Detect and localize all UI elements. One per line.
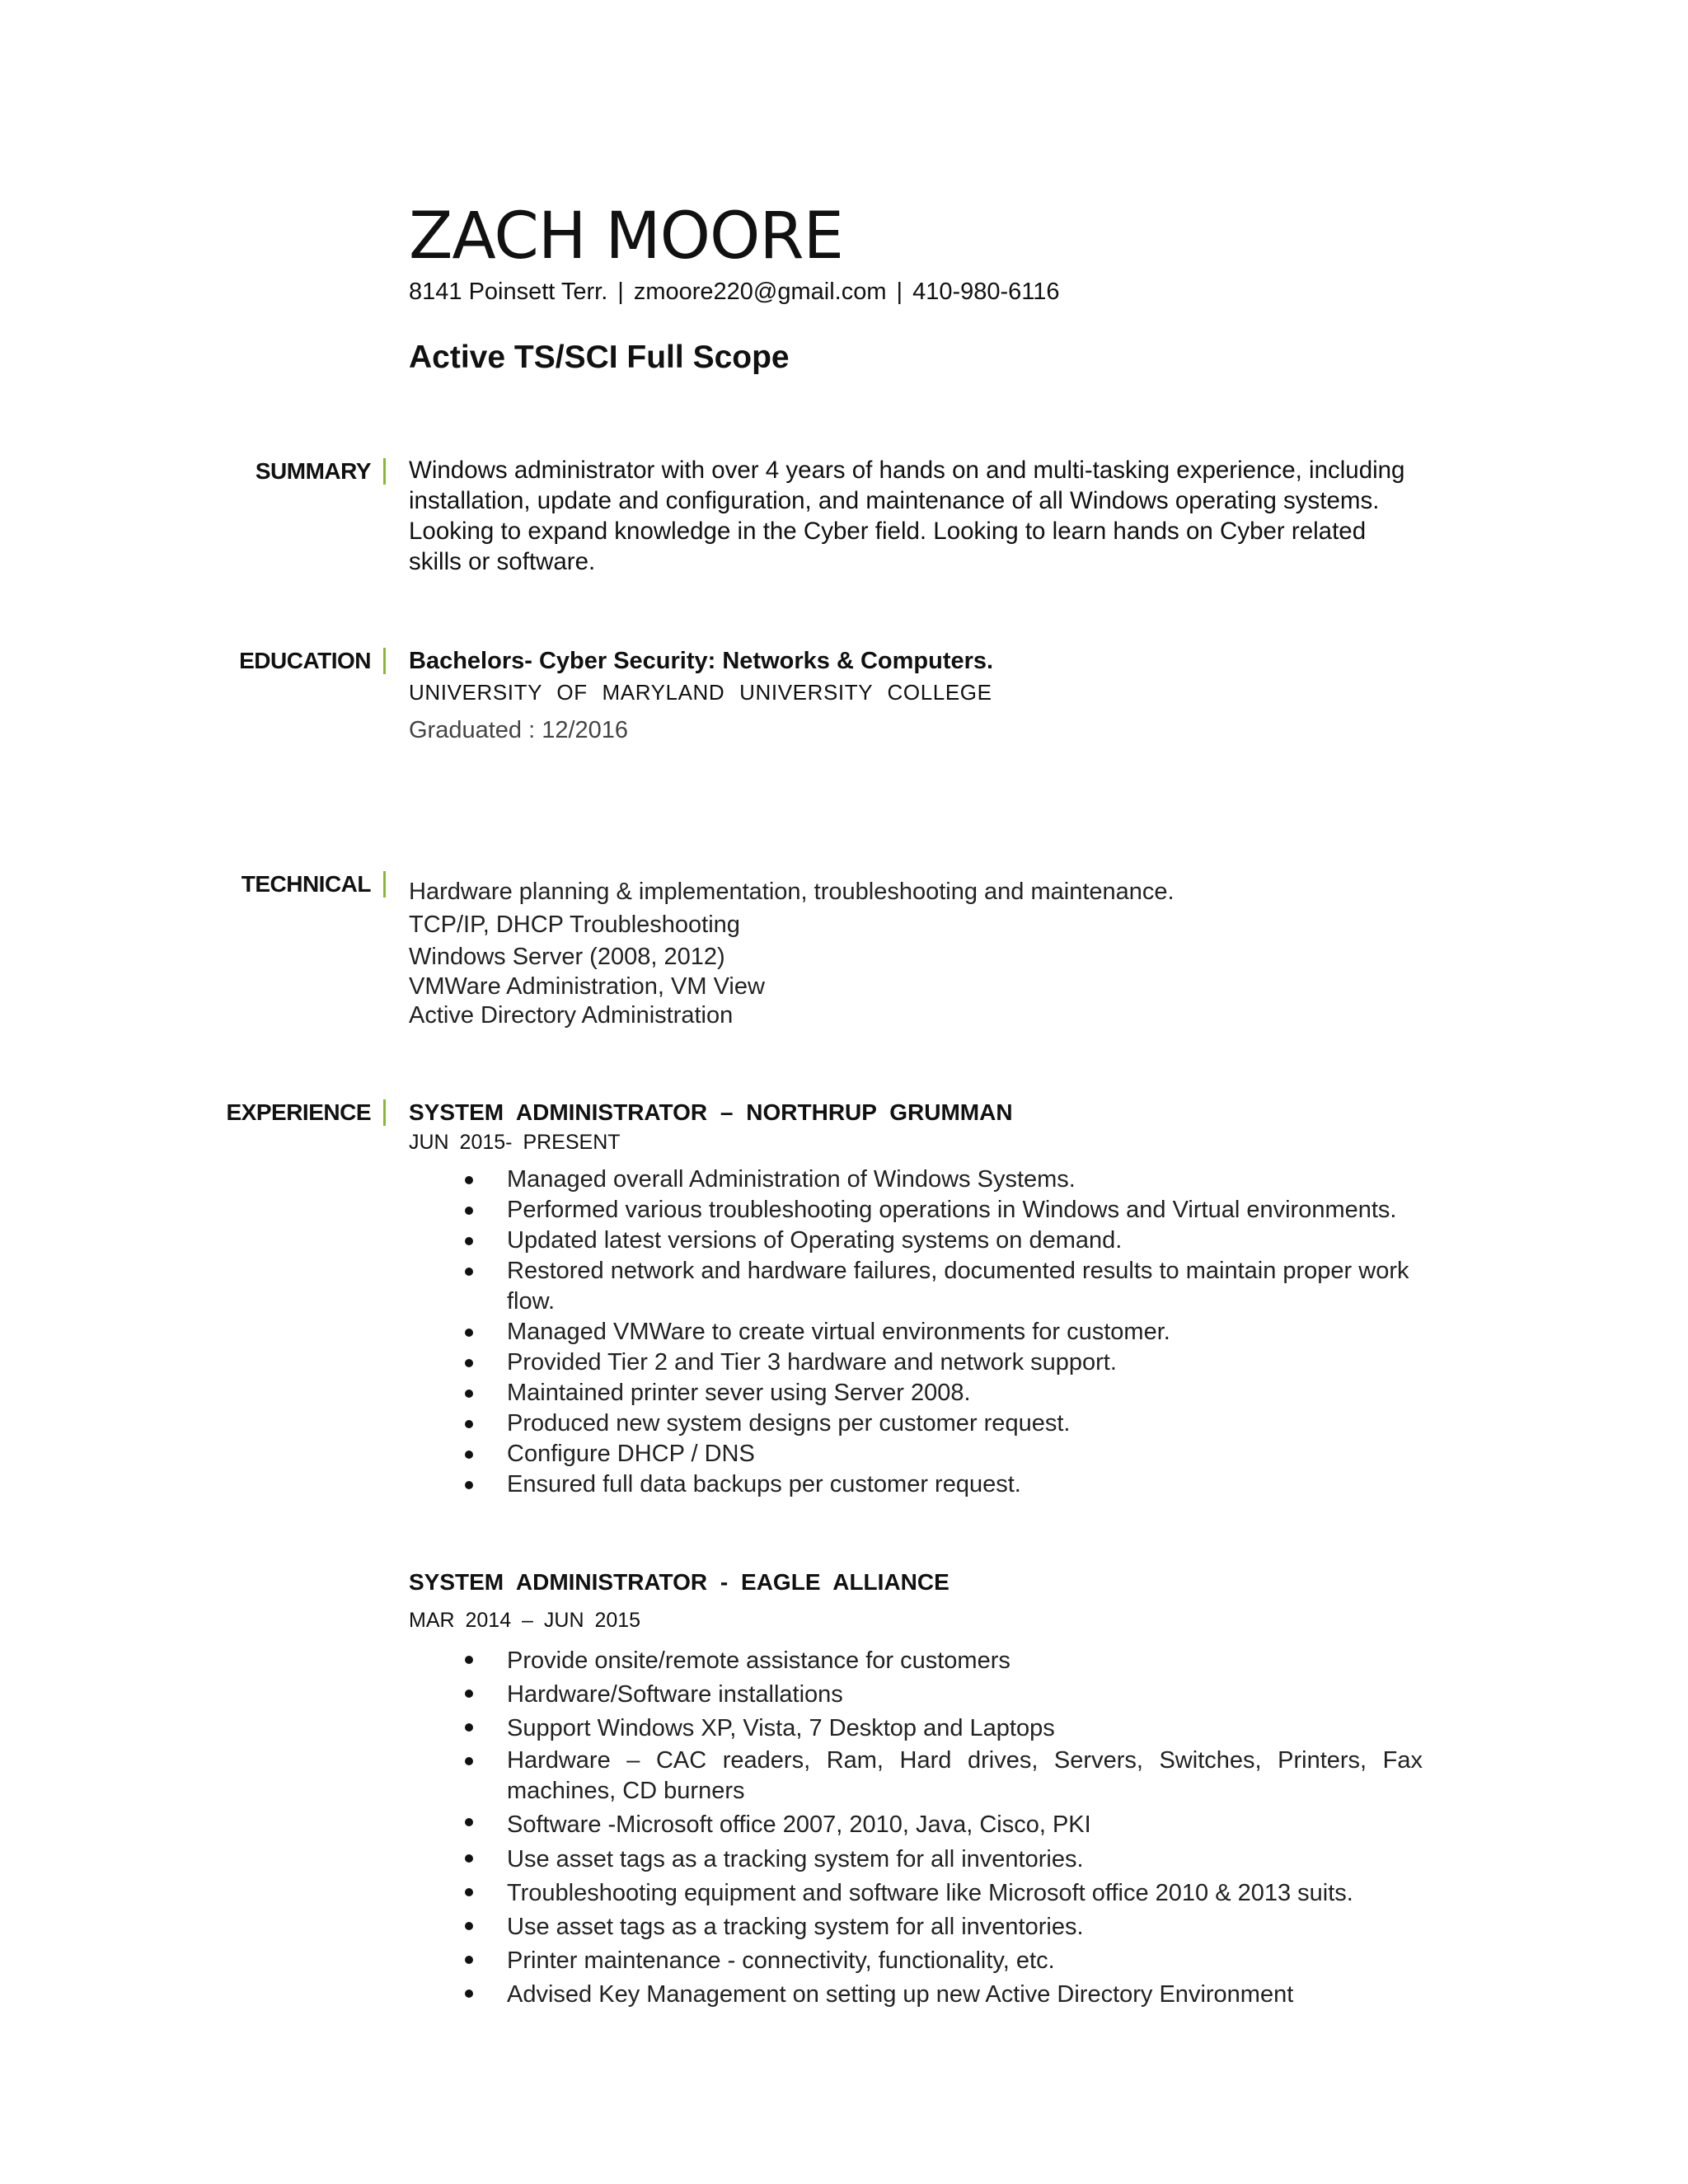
degree: Bachelors- Cyber Security: Networks & Computers. <box>409 648 994 674</box>
bullet-icon <box>465 1990 473 1998</box>
experience-label: EXPERIENCE <box>226 1099 371 1125</box>
technical-label: TECHNICAL <box>241 871 371 897</box>
candidate-name: ZACH MOORE <box>409 199 843 274</box>
list-item: Maintained printer sever using Server 2008. <box>409 1378 1423 1408</box>
experience-divider <box>383 1099 386 1126</box>
contact-separator: | <box>617 279 624 305</box>
job-dates: MAR 2014 – JUN 2015 <box>409 1609 641 1632</box>
list-item: Produced new system designs per customer request. <box>409 1408 1423 1439</box>
technical-item: TCP/IP, DHCP Troubleshooting <box>409 912 740 938</box>
technical-divider <box>383 871 386 898</box>
list-item: Hardware – CAC readers, Ram, Hard drives, Servers, Switches, Printers, Fax machines, CD burners <box>409 1746 1423 1807</box>
graduation-date: Graduated : 12/2016 <box>409 717 629 743</box>
list-item: Use asset tags as a tracking system for all inventories. <box>409 1910 1423 1944</box>
list-item: Restored network and hardware failures, documented results to maintain proper work flow. <box>409 1256 1423 1317</box>
school-name: UNIVERSITY OF MARYLAND UNIVERSITY COLLEGE <box>409 680 992 705</box>
list-item: Ensured full data backups per customer request. <box>409 1469 1423 1500</box>
list-item: Configure DHCP / DNS <box>409 1439 1423 1469</box>
bullet-icon <box>465 1268 473 1276</box>
bullet-icon <box>465 1888 473 1896</box>
job-dates: JUN 2015- PRESENT <box>409 1131 621 1154</box>
list-item: Advised Key Management on setting up new Active Directory Environment <box>409 1978 1423 2012</box>
bullet-icon <box>465 1757 473 1765</box>
list-item: Managed VMWare to create virtual environments for customer. <box>409 1317 1423 1347</box>
bullet-icon <box>465 1420 473 1428</box>
bullet-icon <box>465 1176 473 1184</box>
job-eagle-alliance <box>409 1569 1423 2012</box>
list-item: Managed overall Administration of Windows Systems. <box>409 1165 1423 1195</box>
summary-text: Windows administrator with over 4 years of hands on and multi-tasking experience, including installation, update and configuration, and maintenance of all Windows operating systems. Looking to expand knowledge in the Cyber field. Looking to learn hands on Cyber related skills or software. <box>409 457 1405 575</box>
list-item: Troubleshooting equipment and software like Microsoft office 2010 & 2013 suits. <box>409 1877 1423 1910</box>
technical-item: VMWare Administration, VM View <box>409 973 765 1000</box>
technical-section <box>409 875 1423 1030</box>
list-item: Use asset tags as a tracking system for all inventories. <box>409 1843 1423 1877</box>
bullet-icon <box>465 1818 473 1826</box>
bullet-icon <box>465 1656 473 1664</box>
list-item: Provide onsite/remote assistance for customers <box>409 1644 1423 1678</box>
bullet-icon <box>465 1854 473 1863</box>
address: 8141 Poinsett Terr. <box>409 279 608 305</box>
contact-separator: | <box>896 279 903 305</box>
list-item: Software -Microsoft office 2007, 2010, Java, Cisco, PKI <box>409 1807 1423 1843</box>
bullet-icon <box>465 1922 473 1930</box>
list-item: Updated latest versions of Operating systems on demand. <box>409 1226 1423 1256</box>
job-bullets <box>409 1165 1423 1500</box>
technical-item: Active Directory Administration <box>409 1002 734 1029</box>
list-item: Hardware/Software installations <box>409 1678 1423 1712</box>
bullet-icon <box>465 1451 473 1459</box>
bullet-icon <box>465 1481 473 1489</box>
bullet-icon <box>465 1956 473 1964</box>
job-northrup-grumman <box>409 1099 1423 1500</box>
list-item: Performed various troubleshooting operations in Windows and Virtual environments. <box>409 1195 1423 1226</box>
contact-line <box>409 279 1060 306</box>
technical-item: Windows Server (2008, 2012) <box>409 944 725 970</box>
bullet-icon <box>465 1390 473 1398</box>
bullet-icon <box>465 1329 473 1337</box>
technical-list <box>409 875 1423 1030</box>
technical-item: Hardware planning & implementation, troubleshooting and maintenance. <box>409 879 1175 905</box>
bullet-icon <box>465 1359 473 1367</box>
list-item: Support Windows XP, Vista, 7 Desktop and Laptops <box>409 1712 1423 1746</box>
list-item: Provided Tier 2 and Tier 3 hardware and network support. <box>409 1347 1423 1378</box>
education-divider <box>383 648 386 674</box>
education-section <box>409 648 1423 744</box>
bullet-icon <box>465 1690 473 1698</box>
clearance-heading: Active TS/SCI Full Scope <box>409 340 790 375</box>
summary-label: SUMMARY <box>255 458 371 484</box>
email: zmoore220@gmail.com <box>633 279 887 305</box>
job-title: SYSTEM ADMINISTRATOR - EAGLE ALLIANCE <box>409 1569 950 1595</box>
summary-section <box>409 455 1423 577</box>
job-bullets <box>409 1644 1423 2012</box>
phone: 410-980-6116 <box>912 279 1060 305</box>
summary-divider <box>383 458 386 485</box>
list-item: Printer maintenance - connectivity, functionality, etc. <box>409 1944 1423 1978</box>
bullet-icon <box>465 1723 473 1732</box>
education-label: EDUCATION <box>239 648 371 673</box>
job-title: SYSTEM ADMINISTRATOR – NORTHRUP GRUMMAN <box>409 1099 1013 1125</box>
bullet-icon <box>465 1237 473 1245</box>
bullet-icon <box>465 1207 473 1215</box>
